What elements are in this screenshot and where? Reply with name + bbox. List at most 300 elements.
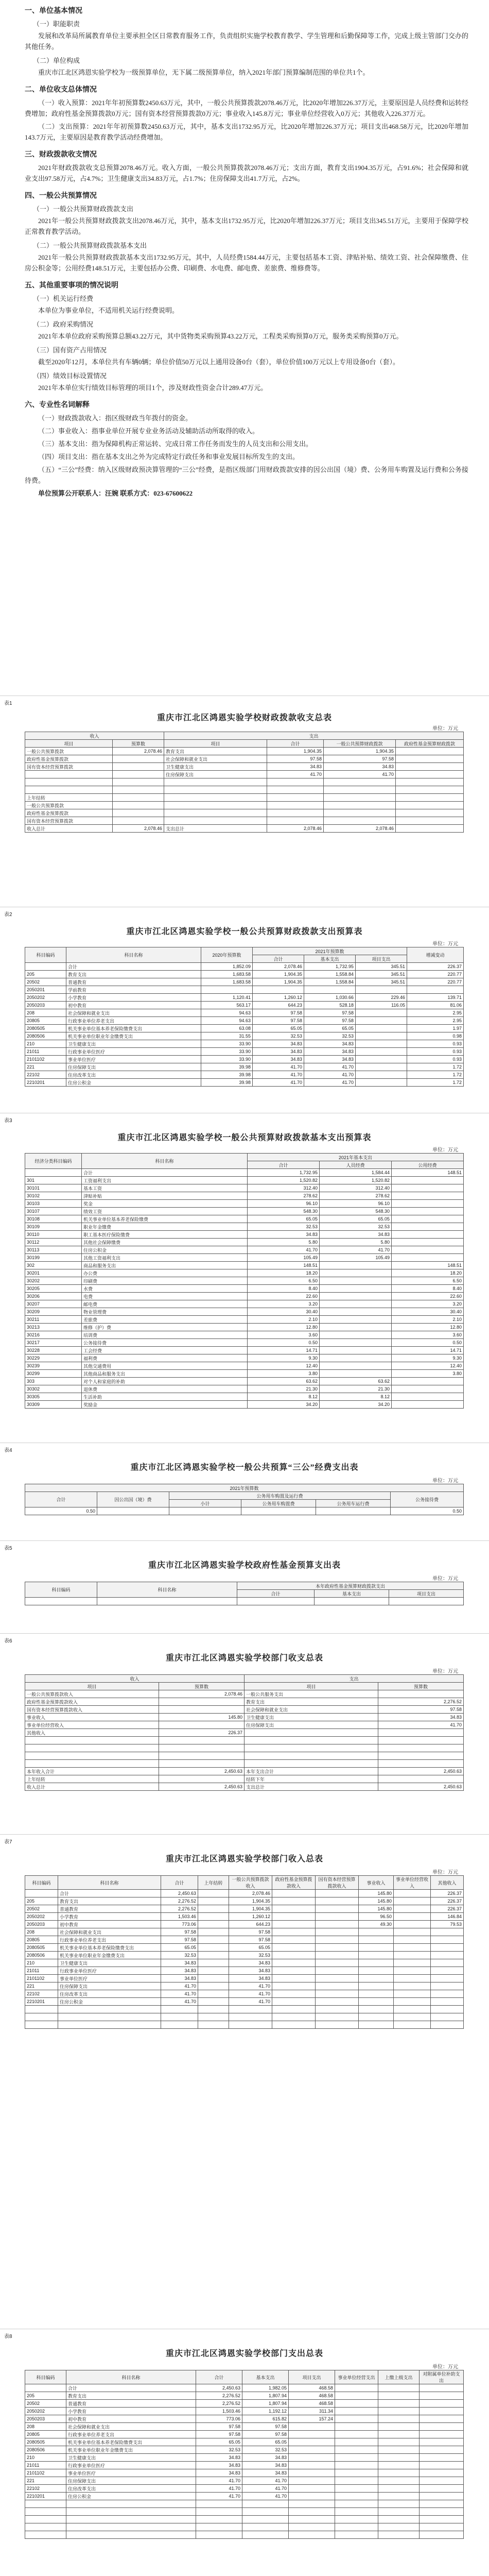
table-cell	[316, 1982, 359, 1990]
table-cell: 20805	[25, 1936, 58, 1944]
table-cell: 2,450.63	[159, 1783, 244, 1791]
table-row	[25, 1025, 464, 1032]
table-cell: 221	[25, 1982, 58, 1990]
table-cell	[316, 1905, 359, 1913]
paragraph: 2021年财政拨款收支总预算2078.46万元。收入方面，一般公共预算拨款2078.46万元；支出方面，教育支出1904.35万元，占91.6%；社会保障和就业支出97.58万元，占4.7%；卫生健康支出34.83万元，占1.7%；住房保障支出41.7万元，占2%。	[25, 164, 468, 182]
table-cell	[316, 1921, 359, 1928]
header-car-purchase: 公务用车购置费	[241, 1500, 316, 1507]
table-cell	[378, 1760, 464, 1768]
table-cell	[394, 1913, 431, 1921]
table-cell: 1,732.95	[248, 1169, 320, 1177]
table-cell	[392, 1378, 464, 1385]
table-cell: 2080506	[25, 1952, 58, 1959]
table-cell: 卫生健康支出	[244, 1714, 378, 1721]
table-cell	[359, 2013, 394, 2021]
table-cell	[289, 2508, 335, 2516]
header-2020: 2020年预算数	[201, 947, 253, 963]
table-cell	[431, 1952, 464, 1959]
table-cell: 22102	[25, 1071, 66, 1079]
header-basic: 基本支出	[304, 955, 356, 963]
table-cell: 63.62	[320, 1378, 392, 1385]
table-cell: 30102	[25, 1192, 82, 1200]
table-cell: 105.49	[320, 1254, 392, 1262]
table-cell: 97.58	[161, 1928, 198, 1936]
table-row	[25, 1192, 464, 1200]
table-cell: 2080505	[25, 1944, 58, 1952]
table-row	[25, 1598, 464, 1605]
table-cell: 208	[25, 2423, 66, 2431]
table-cell	[378, 1744, 464, 1752]
table-cell: 1,260.12	[253, 994, 304, 1002]
table-cell: 1,520.82	[248, 1177, 320, 1184]
table-cell: 其他收入	[25, 1729, 159, 1737]
table-cell	[196, 2500, 242, 2508]
table-cell	[161, 2006, 198, 2013]
table-cell: 34.83	[196, 2469, 242, 2477]
table-cell	[394, 1921, 431, 1928]
table-cell	[272, 1959, 316, 1967]
table-cell	[392, 1177, 464, 1184]
table-cell: 职工基本医疗保险缴费	[82, 1231, 248, 1239]
table-cell	[272, 2013, 316, 2021]
table-cell: 21011	[25, 1967, 58, 1975]
table-cell	[25, 2508, 66, 2516]
table-cell: 其他交通费用	[82, 1362, 248, 1370]
table-row	[25, 1269, 464, 1277]
table-cell	[66, 2516, 196, 2523]
table-cell: 21.30	[248, 1385, 320, 1393]
table-row	[25, 755, 464, 763]
table-cell: 本年收入合计	[25, 1768, 159, 1775]
table-cell	[272, 1944, 316, 1952]
table-cell: 41.70	[161, 1990, 198, 1998]
department-expense-table	[25, 2370, 464, 2539]
table-cell	[356, 1009, 407, 1017]
table-cell	[335, 2493, 378, 2500]
table-row	[25, 2400, 464, 2408]
table-row	[25, 1952, 464, 1959]
table-cell: 2,078.46	[324, 825, 396, 833]
table-cell: 41.70	[242, 2493, 289, 2500]
table-cell	[394, 2013, 431, 2021]
table-cell	[420, 2431, 464, 2438]
table-cell	[335, 2454, 378, 2462]
table-cell	[392, 1385, 464, 1393]
header-affiliate-aid: 对附属单位补助支出	[420, 2370, 464, 2384]
table-cell: 345.51	[356, 978, 407, 986]
table-cell: 208	[25, 1928, 58, 1936]
table-cell: 31.55	[201, 1032, 253, 1040]
table-cell: 34.83	[253, 1040, 304, 1048]
table-cell	[396, 771, 464, 778]
table-cell	[198, 1944, 229, 1952]
table-row	[25, 2500, 464, 2508]
header-fund-budget: 政府性基金预算拨款收入	[272, 1876, 316, 1890]
table-cell: 97.58	[196, 2431, 242, 2438]
table-row	[25, 2531, 464, 2539]
table-cell	[320, 1262, 392, 1269]
table-row	[25, 2469, 464, 2477]
table-cell: 41.70	[267, 771, 324, 778]
table-cell: 住房保障支出	[66, 1063, 201, 1071]
table-label: 表7	[4, 1839, 12, 1845]
table-cell	[394, 1890, 431, 1897]
table-row	[25, 1944, 464, 1952]
table-cell: 30109	[25, 1223, 82, 1231]
table-cell: 2,078.46	[159, 1690, 244, 1698]
table-row	[25, 1401, 464, 1409]
table-cell: 226.37	[431, 1905, 464, 1913]
table-row	[25, 1714, 464, 1721]
table-cell: 收入总计	[25, 825, 113, 833]
table-row	[25, 1721, 464, 1729]
table-cell: 21011	[25, 2462, 66, 2469]
table-cell: 34.83	[161, 1967, 198, 1975]
table-cell: 20502	[25, 978, 66, 986]
table-row	[25, 1393, 464, 1401]
table-cell	[356, 1063, 407, 1071]
table-cell	[320, 1316, 392, 1324]
header-income: 收入	[25, 1675, 244, 1683]
table-cell: 30299	[25, 1370, 82, 1378]
table-cell	[25, 1890, 58, 1897]
table-cell	[392, 1393, 464, 1401]
table-cell: 96.50	[359, 1913, 394, 1921]
table-cell: 住房保障支出	[58, 1982, 161, 1990]
table-cell: 210	[25, 1040, 66, 1048]
table-cell: 22102	[25, 1990, 58, 1998]
table-cell: 教育支出	[66, 971, 201, 978]
table-cell	[320, 1293, 392, 1300]
table-cell: 33.90	[201, 1056, 253, 1063]
table-title: 重庆市江北区鸿恩实验学校部门收支总表	[165, 1654, 323, 1663]
table-cell: 8.12	[248, 1393, 320, 1401]
table-cell: 468.58	[289, 2392, 335, 2400]
table-cell	[335, 2423, 378, 2431]
table-cell	[420, 2384, 464, 2392]
table-cell: 34.83	[378, 1714, 464, 1721]
table-cell: 1,807.94	[242, 2400, 289, 2408]
paragraph: （二）支出预算：2021年年初预算数2450.63万元，其中，基本支出1732.95万元，比2020年增加226.37万元；项目支出468.58万元，比2020年增加143.7万元，主要原因是教育教学活动经费增加。	[25, 123, 468, 141]
table-cell	[201, 986, 253, 994]
unit-label: 单位：万元	[432, 1669, 458, 1674]
table-cell	[316, 1890, 359, 1897]
header-2021-basic: 2021年基本支出	[248, 1154, 464, 1161]
table-cell	[58, 2006, 161, 2013]
table-cell: 34.83	[242, 2462, 289, 2469]
table-cell: 事业单位医疗	[58, 1975, 161, 1982]
table-cell: 30305	[25, 1393, 82, 1401]
header-operating-income: 事业单位经营收入	[394, 1876, 431, 1890]
table-row	[25, 963, 464, 971]
table-row	[25, 1056, 464, 1063]
table-cell: 221	[25, 2477, 66, 2485]
header-general-budget: 一般公共预算拨款收入	[229, 1876, 272, 1890]
table-cell	[272, 1890, 316, 1897]
table-cell: 1,192.12	[242, 2408, 289, 2415]
table-cell	[356, 1048, 407, 1056]
table-cell	[159, 1698, 244, 1706]
table-cell	[113, 755, 164, 763]
section-title: 四、一般公共预算情况	[25, 191, 97, 199]
table-label: 表2	[4, 912, 12, 918]
table-cell: 教育支出	[58, 1897, 161, 1905]
table-cell: 41.70	[161, 1982, 198, 1990]
table-cell: 行政事业单位医疗	[58, 1967, 161, 1975]
table-row	[25, 971, 464, 978]
subsection-title: （二）政府采购情况	[33, 320, 94, 328]
table-cell	[396, 794, 464, 802]
table-cell: 2050202	[25, 2408, 66, 2415]
table-cell	[272, 1990, 316, 1998]
unit-label: 单位：万元	[432, 1870, 458, 1875]
table-cell: 49.30	[359, 1921, 394, 1928]
table-cell: 41.70	[229, 1982, 272, 1990]
table-cell: 21.30	[320, 1385, 392, 1393]
table-cell: 办公费	[82, 1269, 248, 1277]
table-row	[25, 1690, 464, 1698]
table-cell: 1.72	[407, 1071, 464, 1079]
table-cell	[378, 2438, 420, 2446]
table-cell	[229, 2021, 272, 2029]
table-cell	[25, 778, 113, 786]
table-cell	[198, 1897, 229, 1905]
table-cell	[25, 2021, 58, 2029]
table-cell: 30211	[25, 1316, 82, 1324]
table-row	[25, 771, 464, 778]
table-cell: 205	[25, 2392, 66, 2400]
table-row	[25, 1768, 464, 1775]
table-cell: 2050203	[25, 1002, 66, 1009]
table-cell	[420, 2408, 464, 2415]
table-cell	[394, 1928, 431, 1936]
section-title: 一、单位基本情况	[25, 6, 82, 14]
table-cell: 34.83	[304, 1056, 356, 1063]
paragraph: 2021年一般公共预算财政拨款支出2078.46万元，其中，基本支出1732.95万元，比2020年增加226.37万元；项目支出345.51万元，主要用于保障学校正常教育教学活动。	[25, 217, 468, 235]
table-cell: 311.34	[289, 2408, 335, 2415]
table-cell	[244, 1729, 378, 1737]
table-cell: 政府性基金预算拨款收入	[25, 1698, 159, 1706]
table-cell	[420, 2415, 464, 2423]
table-cell: 2,276.52	[161, 1897, 198, 1905]
table-cell	[272, 2006, 316, 2013]
table-cell: 1,904.35	[253, 978, 304, 986]
table-cell	[356, 1071, 407, 1079]
table-cell	[164, 817, 267, 825]
table-cell	[420, 2508, 464, 2516]
table-cell: 学前教育	[66, 986, 201, 994]
table-cell	[378, 2477, 420, 2485]
table-cell: 3.20	[392, 1300, 464, 1308]
table-cell	[356, 1017, 407, 1025]
table-row	[25, 1760, 464, 1768]
table-row	[25, 2384, 464, 2392]
table-cell	[113, 778, 164, 786]
table-cell: 2050201	[25, 986, 66, 994]
header-operating: 事业单位经营支出	[335, 2370, 378, 2384]
table-cell: 基本工资	[82, 1184, 248, 1192]
table-cell: 41.70	[304, 1079, 356, 1087]
table-cell	[320, 1370, 392, 1378]
table-cell: 0.93	[407, 1040, 464, 1048]
table-cell: 2050203	[25, 2415, 66, 2423]
table-cell: 卫生健康支出	[66, 1040, 201, 1048]
table-cell	[25, 963, 66, 971]
table-cell: 3.60	[392, 1331, 464, 1339]
table-cell	[25, 2523, 66, 2531]
table-cell: 2,450.63	[159, 1768, 244, 1775]
table-cell	[335, 2408, 378, 2415]
table-cell: 34.83	[253, 1056, 304, 1063]
table-cell: 机关事业单位基本养老保险缴费支出	[58, 1944, 161, 1952]
table-cell	[394, 1990, 431, 1998]
table-title: 重庆市江北区鸿恩实验学校一般公共预算“三公”经费支出表	[130, 1463, 359, 1472]
table-cell: 41.70	[229, 1998, 272, 2006]
table-cell: 1,904.35	[229, 1905, 272, 1913]
table-row	[25, 1990, 464, 1998]
table-cell: 148.51	[248, 1262, 320, 1269]
table-cell	[242, 2508, 289, 2516]
table-cell	[324, 802, 396, 809]
table-cell	[196, 2516, 242, 2523]
header-total: 合计	[253, 955, 304, 963]
table-cell: 机关事业单位职业年金缴费支出	[66, 1032, 201, 1040]
table-row	[25, 1339, 464, 1347]
table-cell: 34.20	[320, 1401, 392, 1409]
table-row	[25, 778, 464, 786]
table-cell: 146.84	[431, 1913, 464, 1921]
table-cell	[159, 1721, 244, 1729]
table-cell: 63.08	[201, 1025, 253, 1032]
table-cell	[394, 1975, 431, 1982]
table-cell	[320, 1285, 392, 1293]
table-row	[25, 1324, 464, 1331]
table-cell	[324, 786, 396, 794]
table-row	[25, 1737, 464, 1744]
table-cell	[159, 1744, 244, 1752]
table-row	[25, 2485, 464, 2493]
table-label: 表6	[4, 1638, 12, 1644]
table-cell	[431, 1936, 464, 1944]
table-cell: 6.50	[248, 1277, 320, 1285]
table-cell: 初中教育	[66, 2415, 196, 2423]
table-row	[25, 1331, 464, 1339]
table-cell: 维修（护）费	[82, 1324, 248, 1331]
table-cell: 差旅费	[82, 1316, 248, 1324]
table-cell: 65.05	[253, 1025, 304, 1032]
table-cell	[272, 1928, 316, 1936]
table-cell: 1,904.35	[267, 748, 324, 755]
table-cell: 226.37	[431, 1890, 464, 1897]
table-cell	[431, 1975, 464, 1982]
header-income: 收入	[25, 732, 164, 740]
header-public: 公用经费	[392, 1161, 464, 1169]
header-code: 经济分类科目编码	[25, 1154, 82, 1169]
table-cell: 工会经费	[82, 1347, 248, 1354]
header-project: 项目支出	[356, 955, 407, 963]
header-total: 合计	[267, 740, 324, 748]
table-cell: 卫生健康支出	[164, 763, 267, 771]
table-cell: 30213	[25, 1324, 82, 1331]
table-cell	[272, 1982, 316, 1990]
table-cell: 普通教育	[58, 1905, 161, 1913]
table-row	[25, 2408, 464, 2415]
table-cell	[304, 986, 356, 994]
three-public-expense-table	[25, 1484, 464, 1515]
table-cell	[113, 802, 164, 809]
header-state-capital: 国有资本经营预算拨款收入	[316, 1876, 359, 1890]
general-budget-expense-table	[25, 947, 464, 1087]
table-cell	[244, 1760, 378, 1768]
table-cell: 初中教育	[66, 1002, 201, 1009]
table-cell	[378, 2423, 420, 2431]
table-cell	[392, 1231, 464, 1239]
table-cell: 2101102	[25, 1975, 58, 1982]
table-cell: 事业单位经营收入	[25, 1721, 159, 1729]
table-row	[25, 1362, 464, 1370]
table-cell	[66, 2500, 196, 2508]
paragraph: 2021年本单位实行绩效目标管理的项目1个，涉及财政性资金合计289.47万元。	[38, 384, 268, 392]
table-cell: 65.05	[242, 2438, 289, 2446]
table-cell: 0.50	[392, 1339, 464, 1347]
table-cell: 32.53	[253, 1032, 304, 1040]
header-code: 科目编码	[25, 2370, 66, 2384]
table-cell: 205	[25, 1897, 58, 1905]
table-cell: 国有资本经营预算拨款	[25, 817, 113, 825]
table-cell	[289, 2469, 335, 2477]
table-cell: 政府性基金预算拨款	[25, 755, 113, 763]
table-cell	[316, 1967, 359, 1975]
table-cell	[196, 2531, 242, 2539]
table-cell	[272, 1936, 316, 1944]
table-cell: 41.70	[253, 1079, 304, 1087]
table-row	[25, 2415, 464, 2423]
table-cell: 210	[25, 2454, 66, 2462]
table-cell	[25, 2384, 66, 2392]
table-cell: 2210201	[25, 1998, 58, 2006]
table-cell: 一般公共服务支出	[244, 1690, 378, 1698]
table-row	[25, 2013, 464, 2021]
table-cell: 34.83	[229, 1959, 272, 1967]
table-cell: 20502	[25, 2400, 66, 2408]
table-cell: 30107	[25, 1208, 82, 1215]
table-cell	[420, 2462, 464, 2469]
table-cell: 30239	[25, 1362, 82, 1370]
table-cell: 30207	[25, 1300, 82, 1308]
header-subtotal: 小计	[169, 1500, 241, 1507]
table-cell: 1,683.58	[201, 978, 253, 986]
table-cell: 2,078.46	[229, 1890, 272, 1897]
table-cell: 30103	[25, 1200, 82, 1208]
table-cell: 2,078.46	[113, 825, 164, 833]
table-label: 表1	[4, 701, 12, 706]
table-cell: 2,276.52	[378, 1698, 464, 1706]
table-cell: 9.30	[392, 1354, 464, 1362]
table-row	[25, 1913, 464, 1921]
table-cell	[396, 825, 464, 833]
table-cell: 小学教育	[66, 2408, 196, 2415]
table-cell: 社会保障和就业支出	[58, 1928, 161, 1936]
table-cell: 一般公共预算拨款	[25, 748, 113, 755]
divider	[0, 1834, 489, 1835]
table-title: 重庆市江北区鸿恩实验学校财政拨款收支总表	[156, 714, 332, 722]
table-body	[25, 963, 464, 1087]
table-cell: 32.53	[320, 1223, 392, 1231]
paragraph: （四）项目支出：指在基本支出之外为完成特定行政任务和事业发展目标所发生的支出。	[38, 453, 300, 461]
table-cell: 145.80	[359, 1897, 394, 1905]
table-cell: 1,982.05	[242, 2384, 289, 2392]
table-cell: 312.40	[248, 1184, 320, 1192]
